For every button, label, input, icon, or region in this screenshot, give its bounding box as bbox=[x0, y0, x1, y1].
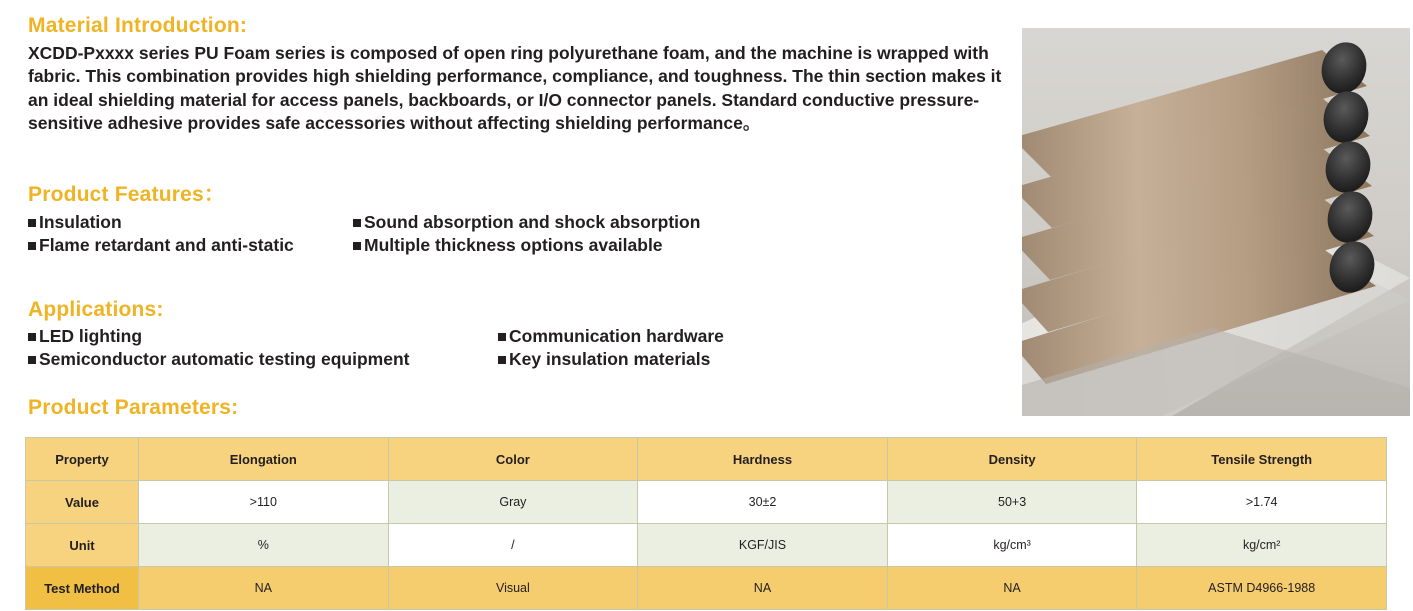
product-parameters-title: Product Parameters: bbox=[28, 396, 239, 419]
list-item-label: Flame retardant and anti-static bbox=[39, 235, 294, 255]
table-cell: Gray bbox=[388, 481, 638, 524]
applications-list bbox=[28, 326, 828, 370]
list-item-label: LED lighting bbox=[39, 326, 143, 346]
bullet-square-icon bbox=[28, 356, 36, 364]
list-item bbox=[498, 326, 828, 347]
list-item bbox=[28, 212, 353, 233]
table-cell: NA bbox=[139, 567, 389, 610]
list-item bbox=[28, 326, 498, 347]
table-header-cell: Property bbox=[26, 438, 139, 481]
table-cell: Visual bbox=[388, 567, 638, 610]
table-cell: ASTM D4966-1988 bbox=[1137, 567, 1387, 610]
table-header-cell: Density bbox=[887, 438, 1137, 481]
table-row bbox=[26, 481, 1387, 524]
table-cell: >110 bbox=[139, 481, 389, 524]
material-introduction-section bbox=[28, 14, 1018, 135]
table-cell: KGF/JIS bbox=[638, 524, 888, 567]
pu-foam-gasket-profiles-illustration bbox=[1022, 28, 1410, 416]
product-features-title: Product Features： bbox=[28, 183, 226, 206]
bullet-square-icon bbox=[353, 219, 361, 227]
table-cell: 30±2 bbox=[638, 481, 888, 524]
list-item-label: Multiple thickness options available bbox=[364, 235, 663, 255]
applications-title: Applications: bbox=[28, 298, 164, 321]
bullet-square-icon bbox=[498, 356, 506, 364]
list-item-label: Sound absorption and shock absorption bbox=[364, 212, 701, 232]
bullet-square-icon bbox=[28, 333, 36, 341]
list-item bbox=[353, 212, 768, 233]
table-cell: 50+3 bbox=[887, 481, 1137, 524]
table-header-cell: Color bbox=[388, 438, 638, 481]
table-cell: % bbox=[139, 524, 389, 567]
material-introduction-body: XCDD-Pxxxx series PU Foam series is composed of open ring polyurethane foam, and the machine is wrapped with fabric. This combination provides high shielding performance, compliance, and toughness. The thin section makes it an ideal shielding material for access panels, backboards, or I/O connector panels. Standard conductive pressure-sensitive adhesive provides safe accessories without affecting shielding performance。 bbox=[28, 43, 1002, 133]
table-header-cell: Tensile Strength bbox=[1137, 438, 1387, 481]
material-introduction-title: Material Introduction: bbox=[28, 14, 248, 37]
table-cell: / bbox=[388, 524, 638, 567]
bullet-square-icon bbox=[353, 242, 361, 250]
bullet-square-icon bbox=[28, 219, 36, 227]
list-item bbox=[498, 349, 828, 370]
table-cell: NA bbox=[887, 567, 1137, 610]
table-row-label: Unit bbox=[26, 524, 139, 567]
product-photo bbox=[1022, 28, 1410, 416]
product-features-section bbox=[28, 178, 768, 256]
table-row-label: Test Method bbox=[26, 567, 139, 610]
table-cell: kg/cm² bbox=[1137, 524, 1387, 567]
list-item-label: Communication hardware bbox=[509, 326, 724, 346]
list-item bbox=[28, 235, 353, 256]
bullet-square-icon bbox=[498, 333, 506, 341]
table-header-row bbox=[26, 438, 1387, 481]
table-row bbox=[26, 567, 1387, 610]
applications-section bbox=[28, 298, 828, 370]
list-item-label: Semiconductor automatic testing equipment bbox=[39, 349, 410, 369]
list-item-label: Key insulation materials bbox=[509, 349, 711, 369]
table-header-cell: Hardness bbox=[638, 438, 888, 481]
bullet-square-icon bbox=[28, 242, 36, 250]
table-row-label: Value bbox=[26, 481, 139, 524]
table-header-cell: Elongation bbox=[139, 438, 389, 481]
product-parameters-table bbox=[25, 437, 1387, 610]
list-item-label: Insulation bbox=[39, 212, 122, 232]
table-cell: kg/cm³ bbox=[887, 524, 1137, 567]
table-row bbox=[26, 524, 1387, 567]
table-cell: NA bbox=[638, 567, 888, 610]
product-features-list bbox=[28, 212, 768, 256]
list-item bbox=[353, 235, 768, 256]
list-item bbox=[28, 349, 498, 370]
table-cell: >1.74 bbox=[1137, 481, 1387, 524]
